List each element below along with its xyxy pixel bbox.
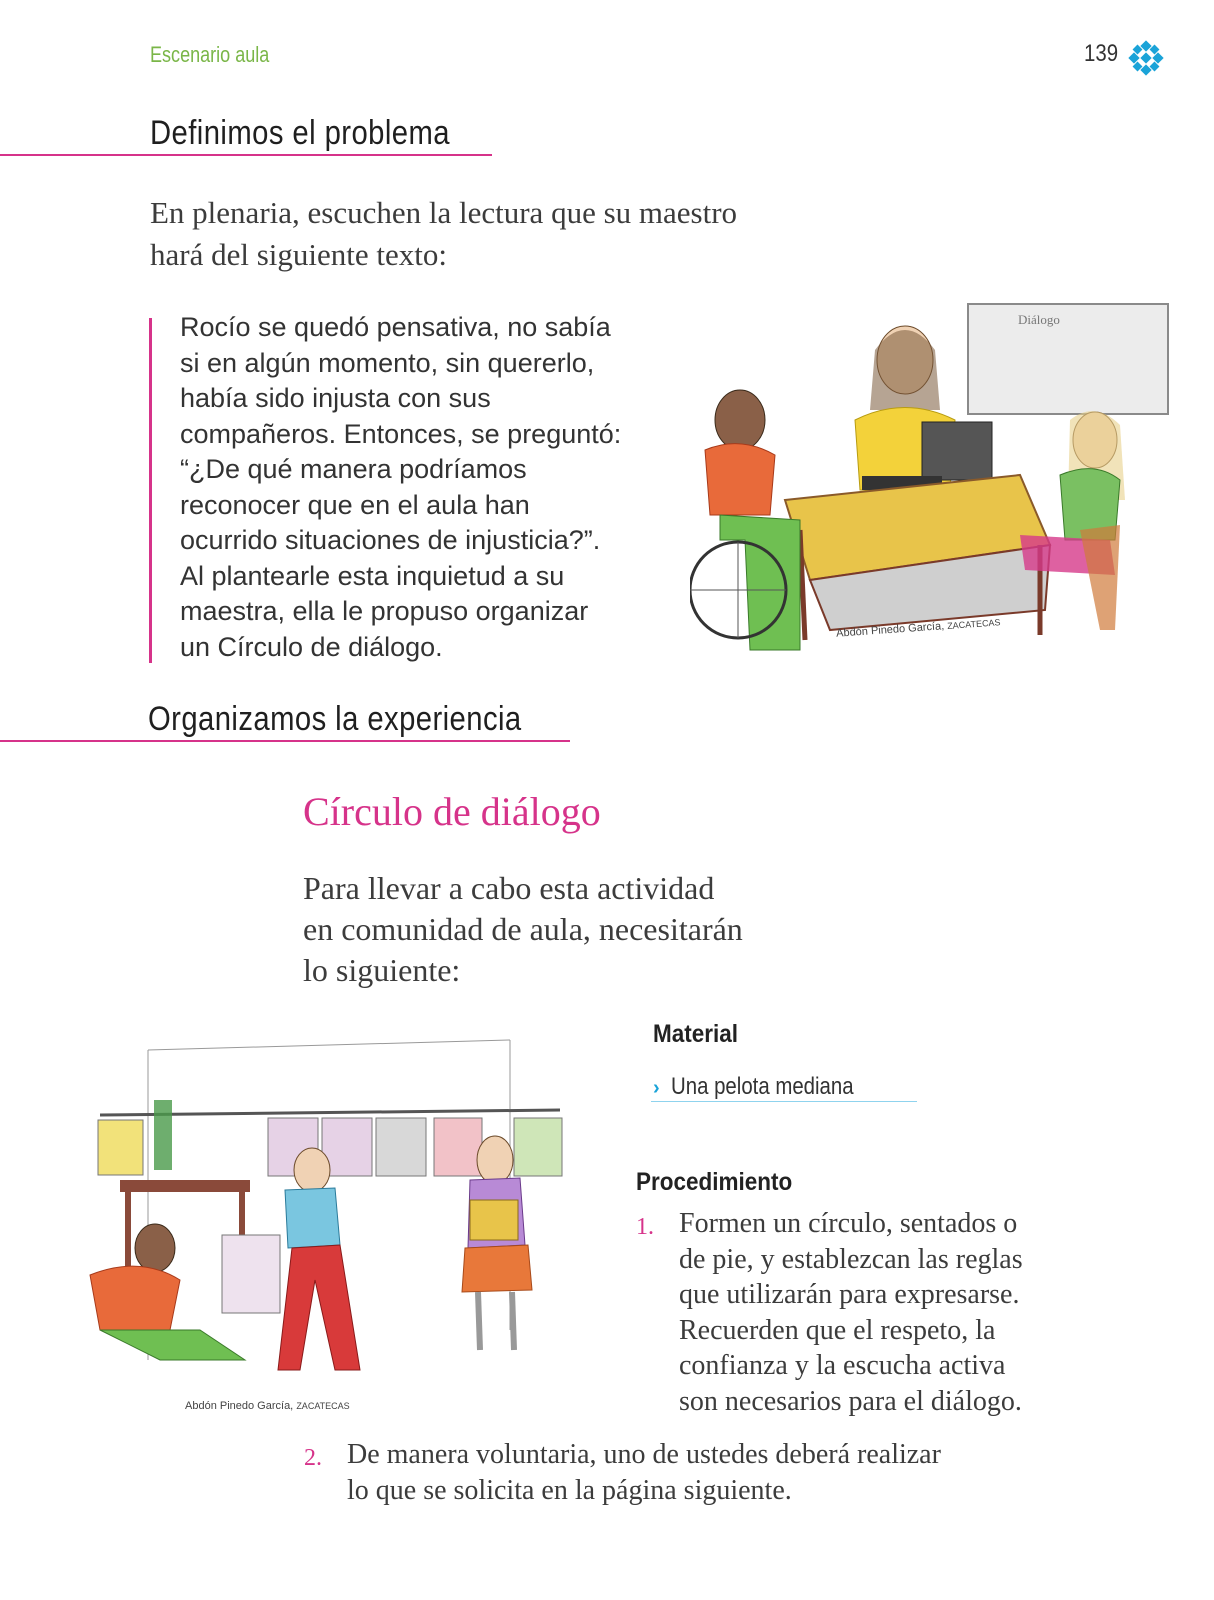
step-number: 1. [636,1214,654,1240]
activity-intro-line: en comunidad de aula, necesitarán [303,911,743,947]
step-text [679,1206,1023,1419]
board-label: Diálogo [1018,312,1060,327]
step-line: son necesarios para el diálogo. [679,1385,1022,1417]
step-line: lo que se solicita en la página siguiente. [347,1474,792,1506]
activity-intro [303,868,863,991]
quote-line: compañeros. Entonces, se preguntó: [180,418,622,449]
quote-line: había sido injusta con sus [180,383,491,413]
section-rule [0,740,570,742]
material-rule [651,1101,917,1102]
snowflake-logo-icon [1128,40,1164,76]
section-rule [0,154,492,156]
step-text [347,1437,941,1508]
procedure-heading: Procedimiento [636,1168,793,1196]
step-line: Recuerden que el respeto, la [679,1314,996,1346]
emotions-drawing [50,1030,610,1420]
quote-line: ocurrido situaciones de injusticia?”. [180,525,601,555]
quote-bar [149,318,152,663]
step-line: Formen un círculo, sentados o [679,1208,1018,1239]
quote-line: reconocer que en el aula han [180,489,530,520]
step-line: De manera voluntaria, uno de ustedes deberá realizar [347,1439,941,1470]
credit-name: Abdón Pinedo García, [835,620,945,640]
running-head: Escenario aula [150,42,270,67]
quote-line: Rocío se quedó pensativa, no sabía [180,312,611,342]
step-line: de pie, y establezcan las reglas [679,1243,1023,1275]
step-line: que utilizarán para expresarse. [679,1279,1020,1310]
credit-name: Abdón Pinedo García, [185,1400,294,1412]
activity-intro-line: lo siguiente: [303,952,461,988]
credit-place: ZACATECAS [296,1401,350,1411]
procedure-step-2 [304,1437,1084,1512]
emotions-illustration [50,1030,610,1420]
quote-line: un Círculo de diálogo. [180,631,443,662]
classroom-illustration [690,300,1190,680]
material-item [653,1073,886,1101]
section-title-organizamos: Organizamos la experiencia [148,700,522,738]
story-quote [180,310,690,665]
page-number: 139 [1084,40,1119,67]
quote-line: maestra, ella le propuso organizar [180,596,589,626]
intro-paragraph: En plenaria, escuchen la lectura que su maestro hará del siguiente texto: [150,195,738,272]
material-heading: Material [653,1020,739,1048]
quote-line: “¿De qué manera podríamos [180,454,527,484]
illustration-credit [185,1400,350,1412]
quote-line: si en algún momento, sin quererlo, [180,347,595,378]
activity-intro-line: Para llevar a cabo esta actividad [303,870,715,906]
activity-title: Círculo de diálogo [303,789,601,834]
material-item-label: Una pelota mediana [671,1073,854,1100]
step-line: confianza y la escucha activa [679,1350,1006,1381]
procedure-step-1 [636,1206,1096,1421]
section-title-definimos: Definimos el problema [150,114,450,152]
credit-place: ZACATECAS [946,617,1001,631]
quote-line: Al plantearle esta inquietud a su [180,560,565,591]
chevron-right-icon: › [653,1077,660,1099]
step-number: 2. [304,1445,322,1471]
